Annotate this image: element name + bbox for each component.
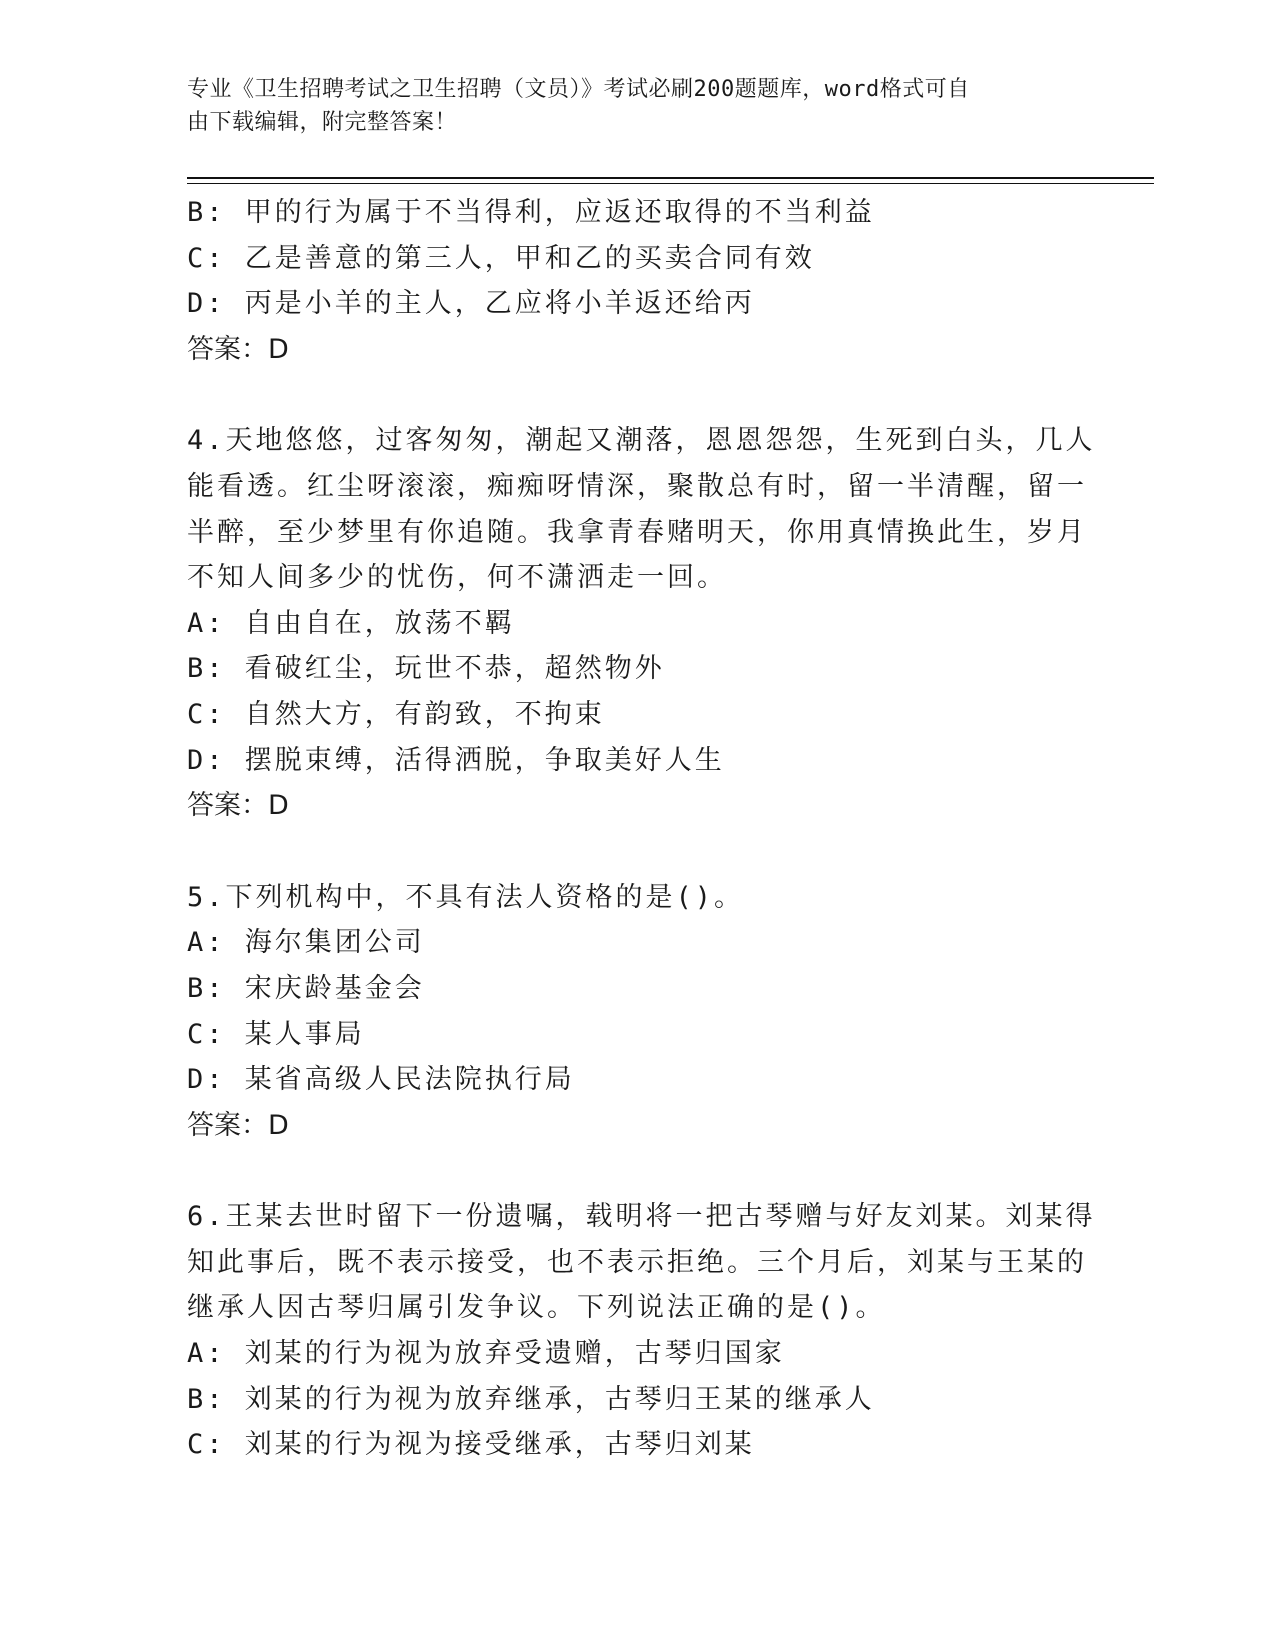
spacer — [187, 1148, 1067, 1194]
option-c: C: 自然大方，有韵致，不拘束 — [187, 698, 605, 730]
option-b: B: 看破红尘，玩世不恭，超然物外 — [187, 653, 665, 685]
answer: 答案：D — [187, 790, 289, 822]
question-text-line: 知此事后，既不表示接受，也不表示拒绝。三个月后，刘某与王某的 — [187, 1246, 1087, 1278]
question-text-line: 4.天地悠悠，过客匆匆，潮起又潮落，恩恩怨怨，生死到白头，几人 — [187, 425, 1096, 457]
option-b: B: 刘某的行为视为放弃继承，古琴归王某的继承人 — [187, 1383, 875, 1415]
header-divider-thin — [187, 183, 1154, 184]
spacer — [187, 829, 1067, 875]
option-b: B: 甲的行为属于不当得利，应返还取得的不当利益 — [187, 197, 875, 228]
document-header — [187, 73, 1077, 139]
question-list — [187, 190, 1096, 1468]
option-c: C: 某人事局 — [187, 1018, 365, 1050]
header-line-2: 由下载编辑，附完整答案！ — [187, 110, 458, 135]
question-4 — [187, 418, 1096, 828]
header-divider-thick — [187, 177, 1154, 179]
option-b: B: 宋庆龄基金会 — [187, 972, 425, 1004]
question-5 — [187, 875, 1067, 1149]
option-c: C: 乙是善意的第三人，甲和乙的买卖合同有效 — [187, 242, 815, 274]
question-text-line: 半醉，至少梦里有你追随。我拿青春赌明天，你用真情换此生，岁月 — [187, 516, 1087, 548]
question-3-tail — [187, 190, 1067, 372]
question-text-line: 不知人间多少的忧伤，何不潇洒走一回。 — [187, 562, 727, 594]
answer: 答案：D — [187, 333, 289, 365]
option-d: D: 某省高级人民法院执行局 — [187, 1064, 575, 1096]
question-text-line: 能看透。红尘呀滚滚，痴痴呀情深，聚散总有时，留一半清醒，留一 — [187, 470, 1087, 502]
question-6 — [187, 1194, 1096, 1468]
header-line-1: 专业《卫生招聘考试之卫生招聘（文员）》考试必刷200题题库，word格式可自 — [187, 77, 970, 102]
question-text-line: 6.王某去世时留下一份遗嘱，载明将一把古琴赠与好友刘某。刘某得 — [187, 1201, 1096, 1233]
question-text-line: 5.下列机构中，不具有法人资格的是()。 — [187, 881, 745, 913]
option-a: A: 海尔集团公司 — [187, 927, 425, 959]
option-d: D: 摆脱束缚，活得洒脱，争取美好人生 — [187, 744, 725, 776]
option-d: D: 丙是小羊的主人，乙应将小羊返还给丙 — [187, 288, 755, 320]
option-a: A: 刘某的行为视为放弃受遗赠，古琴归国家 — [187, 1338, 785, 1370]
spacer — [187, 372, 1067, 418]
option-a: A: 自由自在，放荡不羁 — [187, 607, 515, 639]
question-text-line: 继承人因古琴归属引发争议。下列说法正确的是()。 — [187, 1292, 886, 1324]
option-c: C: 刘某的行为视为接受继承，古琴归刘某 — [187, 1429, 755, 1461]
answer: 答案：D — [187, 1109, 289, 1141]
